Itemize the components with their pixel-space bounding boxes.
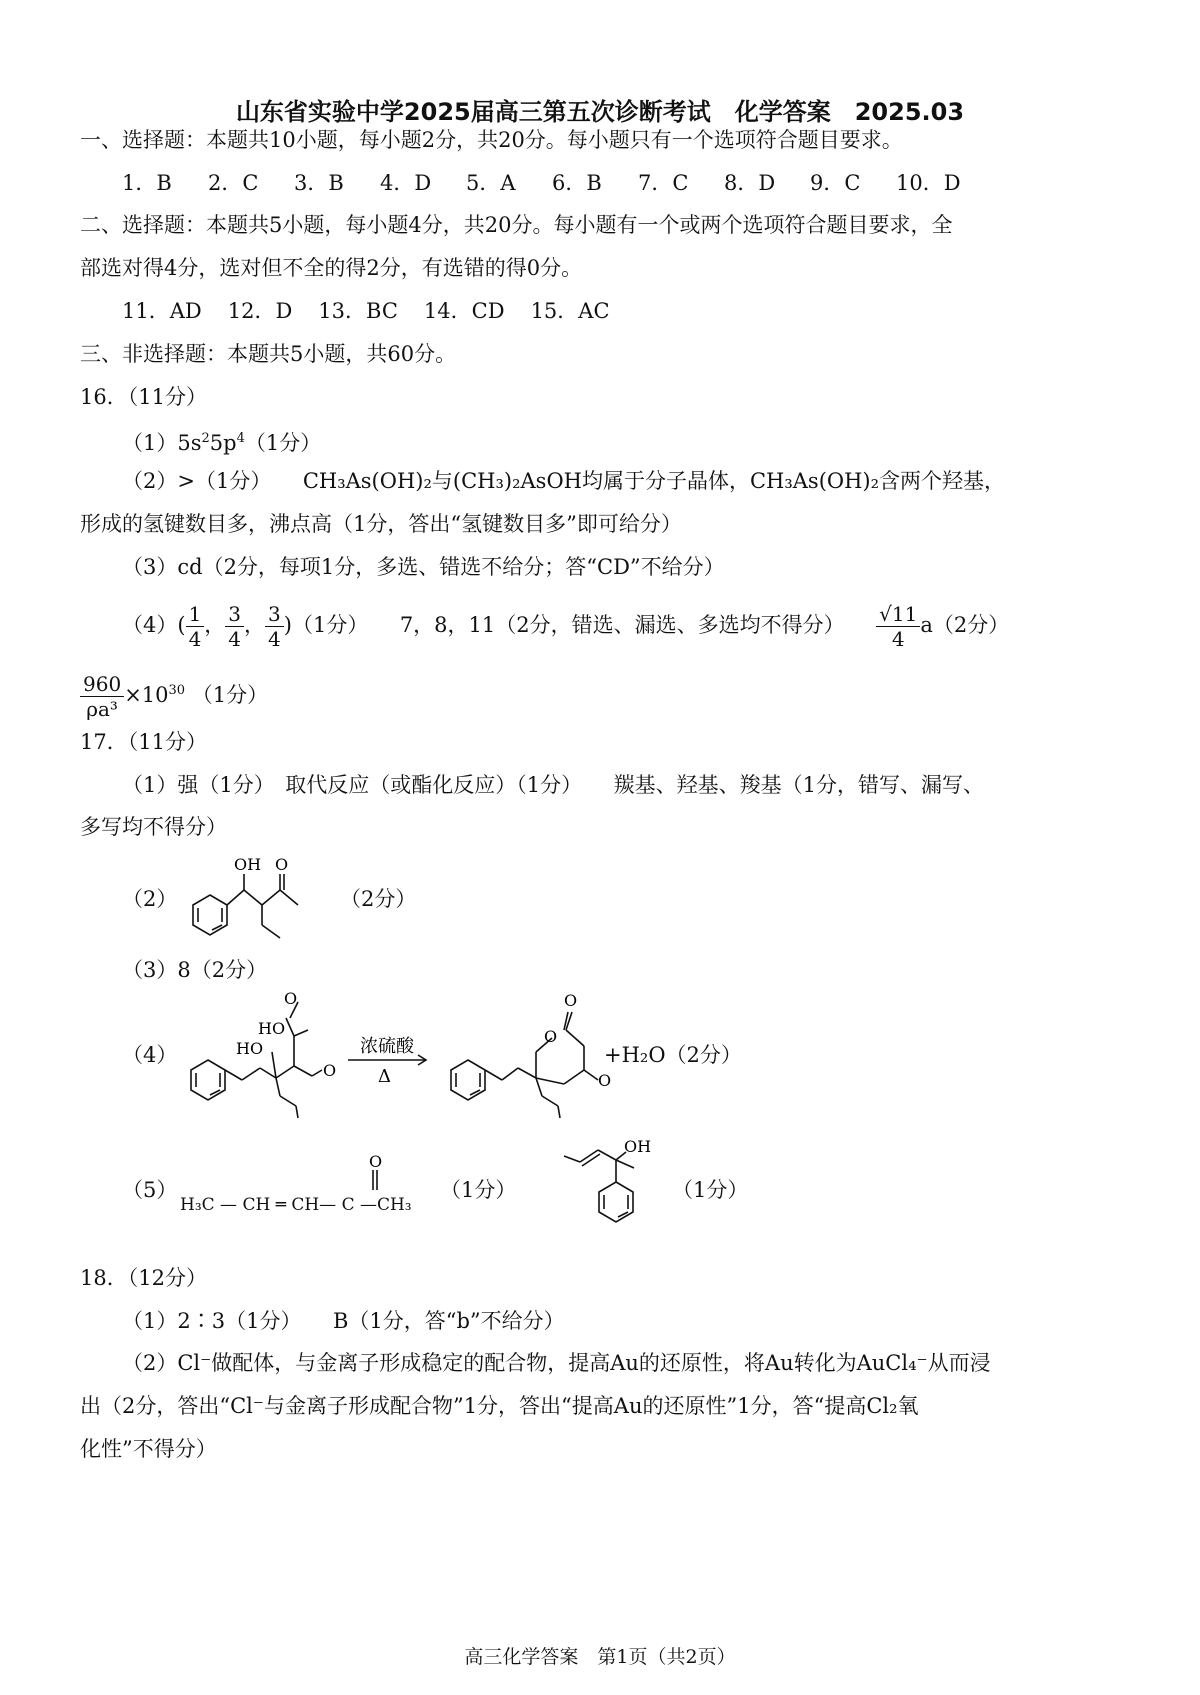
answer-12: 12．D xyxy=(227,299,293,323)
q17-part5-formula: H₃C — CH ═ CH— C —CH₃ xyxy=(180,1195,412,1215)
q17-part5-score2: （1分） xyxy=(672,1178,749,1202)
q17-part5-score1: （1分） xyxy=(440,1178,517,1202)
section1-heading: 一、选择题：本题共10小题，每小题2分，共20分。每小题只有一个选项符合题目要求。 xyxy=(80,128,903,152)
reactant-carbonyl-o: O xyxy=(284,990,298,1008)
answer-9: 9．C xyxy=(810,171,861,195)
q16-part1: $(1)5s^25p^4(1$分） xyxy=(122,431,322,455)
q16-part4: （4）( $\frac{1}{4}$ ， $\frac{3}{4}$ ， $\frac{3}{4}$ )（1分） 7，8，11（2分，错选、漏选、多选均不得分） $\frac{√11}{4}$ a（2分） xyxy=(122,602,1010,651)
q17-part3: （3）8（2分） xyxy=(122,958,268,982)
reagent-label: 浓硫酸 xyxy=(360,1036,414,1057)
q16-part3: （3）cd（2分，每项1分，多选、错选不给分；答“CD”不给分） xyxy=(122,555,725,579)
reactant-ho-2: HO xyxy=(236,1039,264,1058)
reactant-ho-1: HO xyxy=(258,1019,286,1038)
answer-7: 7．C xyxy=(638,171,689,195)
q17-part1-line2: 多写均不得分） xyxy=(80,815,227,839)
q17-part4-product-extra: +H₂O（2分） xyxy=(604,1043,742,1067)
section3-heading: 三、非选择题：本题共5小题，共60分。 xyxy=(80,342,457,366)
answer-13: 13．BC xyxy=(318,299,398,323)
q17-part1-line1: （1）强（1分） 取代反应（或酯化反应）（1分） 羰基、羟基、羧基（1分，错写、漏写、 xyxy=(122,773,984,797)
answer-14: 14．CD xyxy=(423,299,505,323)
answer-10: 10．D xyxy=(896,171,961,195)
page-title: 山东省实验中学2025届高三第五次诊断考试 化学答案 2025.03 xyxy=(235,98,965,126)
fraction-3-4-a: $\frac{3}{4}$ xyxy=(225,602,244,651)
product-carbonyl-o: O xyxy=(564,991,578,1010)
product-ketone-o: O xyxy=(598,1071,612,1090)
page-footer: 高三化学答案 第1页（共2页） xyxy=(464,1646,736,1668)
section1-answers xyxy=(122,168,982,198)
q18-part2-line2: 出（2分，答出“Cl⁻与金离子形成配合物”1分，答出“提高Au的还原性”1分，答“提高Cl₂氧 xyxy=(80,1394,919,1418)
part5-o-label: O xyxy=(369,1152,383,1171)
part5-oh-label: OH xyxy=(624,1137,652,1156)
q18-part1: （1）2∶3（1分） B（1分，答“b”不给分） xyxy=(122,1309,565,1333)
q17-part4-label: （4） xyxy=(122,1043,178,1067)
q17-part5-carbonyl xyxy=(360,1150,390,1195)
answer-3: 3．B xyxy=(294,171,344,195)
q17-part2-structure xyxy=(182,850,342,950)
answer-5: 5．A xyxy=(466,171,516,195)
section2-heading-line1: 二、选择题：本题共5小题，每小题4分，共20分。每小题有一个或两个选项符合题目要求，全 xyxy=(80,213,953,237)
heat-symbol: Δ xyxy=(378,1066,391,1087)
q17-part2-score: （2分） xyxy=(340,887,417,911)
reactant-ketone-o: O xyxy=(323,1061,337,1080)
answer-15: 15．AC xyxy=(530,299,610,323)
section2-answers xyxy=(122,296,636,326)
product-ring-o: O xyxy=(544,1027,558,1046)
q16-part2-line1: （2）>（1分） CH₃As(OH)₂与(CH₃)₂AsOH均属于分子晶体，CH₃As(OH)₂含两个羟基， xyxy=(122,469,1006,493)
answer-4: 4．D xyxy=(380,171,432,195)
hydroxyl-label: OH xyxy=(234,855,262,874)
q18-part2-line3: 化性”不得分） xyxy=(80,1437,217,1461)
answer-8: 8．D xyxy=(724,171,776,195)
q17-part2-label: （2） xyxy=(122,887,178,911)
q16-part2-line2: 形成的氢键数目多，沸点高（1分，答出“氢键数目多”即可给分） xyxy=(80,512,682,536)
section2-heading-line2: 部选对得4分，选对但不全的得2分，有选错的得0分。 xyxy=(80,256,583,280)
q17-label: 17．（11分） xyxy=(80,730,207,754)
answer-6: 6．B xyxy=(552,171,602,195)
answer-11: 11．AD xyxy=(122,299,202,323)
q17-part5-structure xyxy=(560,1132,670,1242)
answer-2: 2．C xyxy=(208,171,259,195)
answer-1: 1．B xyxy=(122,171,172,195)
fraction-sqrt11-4: $\frac{√11}{4}$ xyxy=(876,602,920,651)
fraction-960: $\frac{960}{\text{ρa³}}$ xyxy=(80,672,124,721)
q17-part5-label: （5） xyxy=(122,1178,178,1202)
q18-part2-line1: （2）Cl⁻做配体，与金离子形成稳定的配合物，提高Au的还原性，将Au转化为AuCl₄⁻从而浸 xyxy=(122,1351,991,1375)
carbonyl-o-label: O xyxy=(275,855,289,874)
fraction-1-4: $\frac{1}{4}$ xyxy=(186,602,205,651)
q16-label: 16．（11分） xyxy=(80,385,207,409)
fraction-3-4-b: $\frac{3}{4}$ xyxy=(265,602,284,651)
q18-label: 18．（12分） xyxy=(80,1266,207,1290)
q16-part4-density: $\frac{960}{\text{ρa³}}$ $\times 10^{30}$ （1分） xyxy=(80,664,268,722)
